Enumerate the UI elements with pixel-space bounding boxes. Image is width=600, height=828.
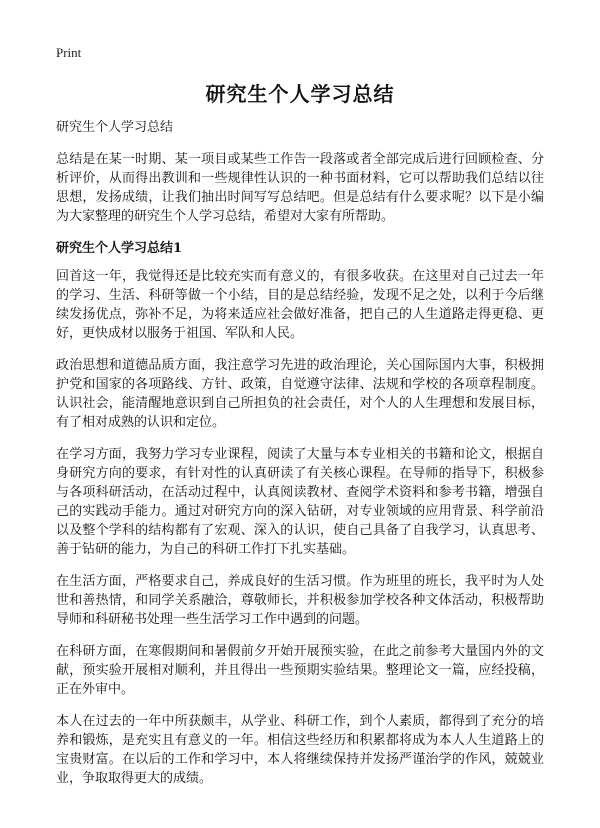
- document-subtitle: 研究生个人学习总结: [56, 120, 174, 135]
- section-heading: 研究生个人学习总结1: [56, 241, 183, 256]
- intro-paragraph: 总结是在某一时期、某一项目或某些工作告一段落或者全部完成后进行回顾检查、分析评价，从而得出教训和一些规律性认识的一种书面材料，它可以帮助我们总结以往思想，发扬成绩，让我们抽出时间写写总结吧。但是总结有什么要求呢？以下是小编为大家整理的研究生个人学习总结，希望对大家有所帮助。: [56, 152, 544, 224]
- paragraph-5: 在科研方面，在寒假期间和暑假前夕开始开展预实验，在此之前参考大量国内外的文献，预实验开展相对顺利，并且得出一些预期实验结果。整理论文一篇，应经投稿，正在外审中。: [56, 644, 544, 697]
- paragraph-1: 回首这一年，我觉得还是比较充实而有意义的，有很多收获。在这里对自己过去一年的学习、生活、科研等做一个小结，目的是总结经验，发现不足之处，以利于今后继续发扬优点，弥补不足，为将来适应社会做好准备，把自己的人生道路走得更稳、更好，更快成材以服务于祖国、军队和人民。: [56, 269, 544, 341]
- article-body: [56, 118, 544, 801]
- print-link[interactable]: Print: [56, 45, 82, 60]
- paragraph-3: 在学习方面，我努力学习专业课程，阅读了大量与本专业相关的书籍和论文，根据自身研究方向的要求，有针对性的认真研读了有关核心课程。在导师的指导下，积极参与各项科研活动，在活动过程中，认真阅读教材、查阅学术资料和参考书籍，增强自己的实践动手能力。通过对研究方向的深入钻研，对专业领域的应用背景、科学前沿以及整个学科的结构都有了宏观、深入的认识，使自己具备了自我学习，认真思考、善于钻研的能力，为自己的科研工作打下扎实基础。: [56, 447, 544, 557]
- paragraph-2: 政治思想和道德品质方面，我注意学习先进的政治理论，关心国际国内大事，积极拥护党和国家的各项路线、方针、政策，自觉遵守法律、法规和学校的各项章程制度。认识社会，能清醒地意识到自己所担负的社会责任，对个人的人生理想和发展目标，有了相对成熟的认识和定位。: [56, 358, 544, 430]
- paragraph-6: 本人在过去的一年中所获颇丰，从学业、科研工作，到个人素质，都得到了充分的培养和锻炼，是充实且有意义的一年。相信这些经历和积累都将成为本人人生道路上的宝贵财富。在以后的工作和学习中，本人将继续保持并发扬严谨治学的作风，兢兢业业，争取取得更大的成绩。: [56, 714, 544, 786]
- page-title: 研究生个人学习总结: [205, 82, 395, 106]
- paragraph-4: 在生活方面，严格要求自己，养成良好的生活习惯。作为班里的班长，我平时为人处世和善热情，和同学关系融洽，尊敬师长，并积极参加学校各种文体活动，积极帮助导师和科研秘书处理一些生活学习工作中遇到的问题。: [56, 574, 544, 627]
